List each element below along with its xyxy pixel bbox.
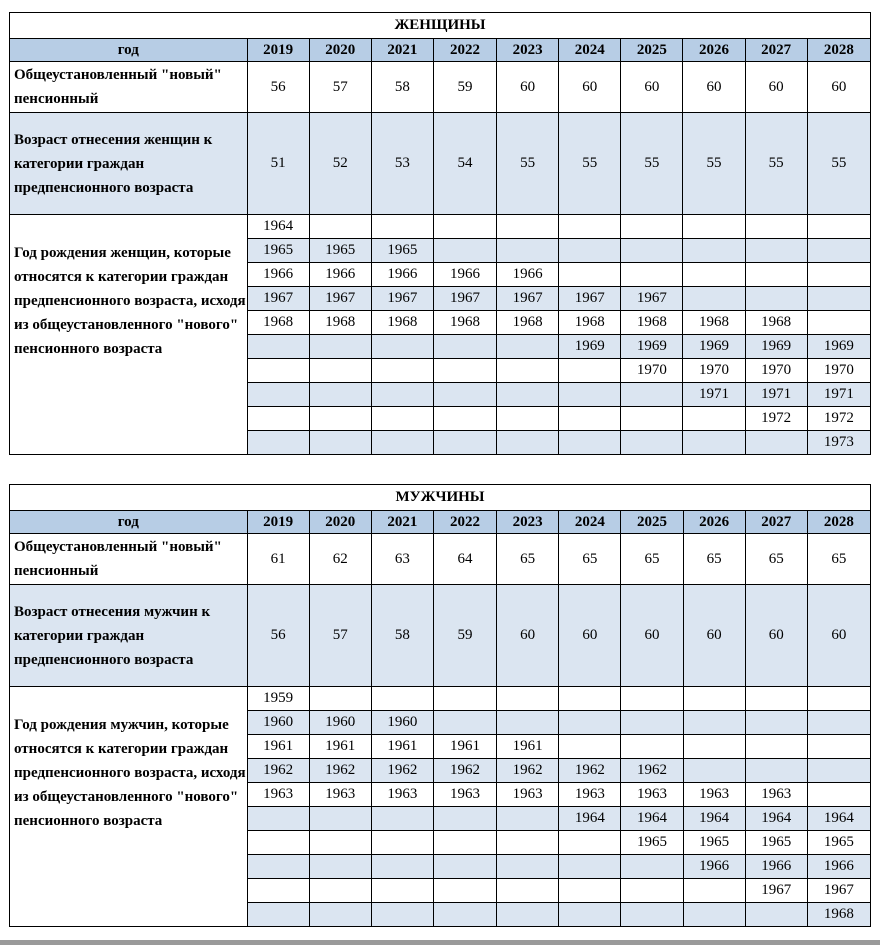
birth-year-cell: [247, 855, 309, 879]
birth-year-cell: [559, 359, 621, 383]
birth-year-cell: [807, 759, 870, 783]
prepension-age-value: 55: [497, 113, 559, 215]
birth-year-cell: 1965: [807, 831, 870, 855]
general-age-value: 65: [683, 534, 745, 585]
birth-year-cell: [497, 383, 559, 407]
year-header-cell: 2028: [807, 511, 870, 534]
general-age-value: 60: [807, 62, 870, 113]
prepension-age-value: 60: [683, 585, 745, 687]
general-age-value: 58: [371, 62, 433, 113]
birth-year-cell: [497, 335, 559, 359]
birth-year-cell: [371, 903, 433, 927]
birth-year-cell: [559, 215, 621, 239]
birth-year-cell: [745, 903, 807, 927]
birth-year-cell: 1963: [559, 783, 621, 807]
year-header-cell: 2020: [309, 39, 371, 62]
birth-year-cell: 1961: [433, 735, 496, 759]
birth-year-cell: 1965: [621, 831, 683, 855]
prepension-age-label: Возраст отнесения женщин к категории граждан предпенсионного возраста: [10, 113, 248, 215]
prepension-age-value: 60: [621, 585, 683, 687]
birth-year-cell: [559, 431, 621, 455]
general-age-value: 65: [745, 534, 807, 585]
birth-year-cell: [497, 431, 559, 455]
birth-year-cell: [559, 263, 621, 287]
birth-year-cell: 1967: [309, 287, 371, 311]
birth-year-cell: 1964: [745, 807, 807, 831]
general-age-value: 65: [559, 534, 621, 585]
birth-year-cell: [497, 903, 559, 927]
birth-year-cell: [683, 287, 745, 311]
birth-year-cell: 1967: [621, 287, 683, 311]
general-age-value: 59: [433, 62, 496, 113]
general-age-label: Общеустановленный "новый" пенсионный: [10, 62, 248, 113]
prepension-age-value: 60: [745, 585, 807, 687]
birth-year-cell: [309, 335, 371, 359]
birth-year-cell: [683, 711, 745, 735]
birth-year-cell: [497, 239, 559, 263]
birth-year-cell: 1969: [807, 335, 870, 359]
year-header-cell: 2024: [559, 511, 621, 534]
birth-year-cell: [807, 215, 870, 239]
birth-year-cell: [745, 735, 807, 759]
birth-year-cell: 1961: [247, 735, 309, 759]
birth-year-cell: [559, 407, 621, 431]
birth-year-cell: 1968: [247, 311, 309, 335]
birth-year-cell: [807, 239, 870, 263]
general-age-value: 63: [371, 534, 433, 585]
birth-year-cell: [247, 407, 309, 431]
prepension-age-value: 55: [683, 113, 745, 215]
birth-year-cell: [309, 807, 371, 831]
birth-year-cell: 1967: [807, 879, 870, 903]
birth-year-cell: [247, 903, 309, 927]
birth-year-cell: [621, 903, 683, 927]
birth-year-cell: [247, 335, 309, 359]
birth-year-cell: 1965: [683, 831, 745, 855]
birth-year-cell: [247, 807, 309, 831]
year-header-cell: 2021: [371, 39, 433, 62]
women-table: [9, 12, 871, 455]
birth-year-cell: 1962: [621, 759, 683, 783]
birth-year-cell: [621, 431, 683, 455]
birth-year-cell: 1965: [745, 831, 807, 855]
birth-year-cell: [247, 359, 309, 383]
birth-year-cell: [621, 879, 683, 903]
birth-year-cell: [309, 879, 371, 903]
birth-year-cell: 1969: [621, 335, 683, 359]
general-age-value: 60: [683, 62, 745, 113]
year-header-cell: 2026: [683, 39, 745, 62]
year-header-cell: 2023: [497, 511, 559, 534]
birth-year-cell: [371, 431, 433, 455]
year-header-label: год: [10, 39, 248, 62]
year-header-cell: 2021: [371, 511, 433, 534]
birth-year-cell: [433, 807, 496, 831]
birth-year-cell: 1963: [433, 783, 496, 807]
birth-year-cell: [497, 831, 559, 855]
birth-year-cell: [497, 215, 559, 239]
prepension-age-value: 59: [433, 585, 496, 687]
birth-year-cell: [559, 383, 621, 407]
birth-year-cell: 1962: [497, 759, 559, 783]
birth-year-cell: [621, 407, 683, 431]
year-header-cell: 2025: [621, 39, 683, 62]
birth-year-cell: [371, 407, 433, 431]
prepension-age-value: 55: [745, 113, 807, 215]
table-title: ЖЕНЩИНЫ: [10, 13, 871, 39]
birth-year-cell: 1966: [807, 855, 870, 879]
birth-year-cell: 1972: [745, 407, 807, 431]
birth-year-cell: 1963: [621, 783, 683, 807]
birth-year-cell: [807, 711, 870, 735]
birth-year-cell: [559, 239, 621, 263]
prepension-age-row: [10, 585, 871, 687]
birth-year-cell: [559, 735, 621, 759]
birth-year-cell: [807, 687, 870, 711]
birth-year-cell: 1966: [433, 263, 496, 287]
birth-year-cell: 1965: [247, 239, 309, 263]
birth-year-cell: 1961: [309, 735, 371, 759]
birth-year-cell: [433, 335, 496, 359]
prepension-age-value: 55: [621, 113, 683, 215]
birth-year-cell: [309, 407, 371, 431]
general-age-value: 64: [433, 534, 496, 585]
year-header-row: [10, 39, 871, 62]
birth-year-cell: [247, 831, 309, 855]
birth-year-cell: [371, 335, 433, 359]
birth-year-cell: [807, 263, 870, 287]
general-age-label: Общеустановленный "новый" пенсионный: [10, 534, 248, 585]
birth-year-cell: [683, 735, 745, 759]
year-header-cell: 2027: [745, 39, 807, 62]
birth-year-cell: [433, 879, 496, 903]
year-header-cell: 2020: [309, 511, 371, 534]
birth-year-cell: 1963: [371, 783, 433, 807]
general-age-value: 65: [807, 534, 870, 585]
birth-year-cell: [433, 831, 496, 855]
birth-year-cell: 1973: [807, 431, 870, 455]
birth-years-label: Год рождения мужчин, которые относятся к категории граждан предпенсионного возраста, исходя из общеустановленного "нового" пенсионного возраста: [10, 687, 248, 927]
birth-year-cell: 1962: [433, 759, 496, 783]
birth-year-cell: [247, 383, 309, 407]
general-age-value: 61: [247, 534, 309, 585]
birth-year-cell: 1968: [745, 311, 807, 335]
birth-year-cell: 1967: [371, 287, 433, 311]
birth-year-cell: [745, 759, 807, 783]
birth-year-cell: 1970: [807, 359, 870, 383]
birth-year-cell: [371, 687, 433, 711]
birth-year-cell: 1969: [683, 335, 745, 359]
birth-year-cell: 1966: [371, 263, 433, 287]
birth-year-cell: 1967: [559, 287, 621, 311]
birth-year-cell: [621, 855, 683, 879]
birth-year-cell: [497, 407, 559, 431]
birth-year-cell: [309, 831, 371, 855]
year-header-cell: 2022: [433, 39, 496, 62]
birth-year-cell: 1971: [683, 383, 745, 407]
birth-year-cell: [621, 711, 683, 735]
birth-year-cell: [309, 359, 371, 383]
birth-year-cell: [247, 879, 309, 903]
birth-year-cell: 1963: [309, 783, 371, 807]
birth-year-cell: [745, 711, 807, 735]
birth-year-cell: [807, 783, 870, 807]
birth-year-cell: 1971: [745, 383, 807, 407]
birth-year-cell: 1963: [497, 783, 559, 807]
birth-year-cell: [621, 263, 683, 287]
birth-year-cell: [309, 383, 371, 407]
prepension-age-value: 60: [807, 585, 870, 687]
general-age-value: 60: [621, 62, 683, 113]
general-age-row: [10, 534, 871, 585]
prepension-age-label: Возраст отнесения мужчин к категории граждан предпенсионного возраста: [10, 585, 248, 687]
prepension-age-value: 55: [559, 113, 621, 215]
birth-year-cell: [433, 711, 496, 735]
prepension-age-row: [10, 113, 871, 215]
birth-year-cell: [371, 215, 433, 239]
birth-year-cell: [621, 687, 683, 711]
birth-year-cell: 1966: [497, 263, 559, 287]
birth-year-cell: 1966: [683, 855, 745, 879]
birth-year-cell: 1962: [559, 759, 621, 783]
birth-year-cell: [309, 431, 371, 455]
birth-year-cell: 1969: [559, 335, 621, 359]
birth-year-cell: 1967: [247, 287, 309, 311]
birth-year-cell: [683, 903, 745, 927]
birth-year-cell: 1968: [683, 311, 745, 335]
prepension-age-value: 54: [433, 113, 496, 215]
prepension-age-value: 60: [559, 585, 621, 687]
general-age-value: 65: [497, 534, 559, 585]
birth-year-cell: [745, 239, 807, 263]
birth-year-cell: 1972: [807, 407, 870, 431]
birth-year-cell: 1968: [309, 311, 371, 335]
birth-year-cell: [683, 263, 745, 287]
prepension-age-value: 56: [247, 585, 309, 687]
birth-year-cell: 1961: [497, 735, 559, 759]
birth-year-cell: [683, 215, 745, 239]
birth-year-cell: [745, 287, 807, 311]
birth-year-cell: [745, 431, 807, 455]
birth-year-cell: 1971: [807, 383, 870, 407]
birth-year-cell: 1966: [247, 263, 309, 287]
general-age-value: 60: [497, 62, 559, 113]
birth-year-row: [10, 215, 871, 239]
birth-year-cell: [433, 359, 496, 383]
men-table-block: [9, 484, 871, 927]
birth-year-cell: 1960: [247, 711, 309, 735]
birth-year-cell: [683, 407, 745, 431]
birth-year-cell: [497, 711, 559, 735]
birth-year-cell: [247, 431, 309, 455]
general-age-value: 60: [559, 62, 621, 113]
prepension-age-value: 60: [497, 585, 559, 687]
birth-year-cell: [433, 383, 496, 407]
birth-year-cell: 1964: [559, 807, 621, 831]
birth-year-cell: [559, 711, 621, 735]
birth-year-cell: [371, 807, 433, 831]
birth-year-cell: [497, 855, 559, 879]
birth-year-cell: 1960: [309, 711, 371, 735]
birth-year-cell: [621, 735, 683, 759]
birth-year-cell: 1964: [621, 807, 683, 831]
birth-year-cell: [309, 855, 371, 879]
birth-year-cell: 1967: [433, 287, 496, 311]
year-header-cell: 2019: [247, 39, 309, 62]
birth-year-cell: [371, 383, 433, 407]
birth-year-cell: 1970: [683, 359, 745, 383]
birth-year-cell: [807, 311, 870, 335]
birth-year-cell: [371, 879, 433, 903]
year-header-cell: 2026: [683, 511, 745, 534]
birth-year-cell: 1961: [371, 735, 433, 759]
birth-year-cell: 1962: [309, 759, 371, 783]
birth-year-cell: 1968: [807, 903, 870, 927]
birth-year-cell: 1964: [807, 807, 870, 831]
prepension-age-value: 58: [371, 585, 433, 687]
birth-year-cell: [433, 431, 496, 455]
birth-year-cell: [621, 383, 683, 407]
birth-year-cell: 1959: [247, 687, 309, 711]
birth-year-cell: 1968: [621, 311, 683, 335]
birth-year-cell: [683, 879, 745, 903]
birth-year-cell: [807, 735, 870, 759]
birth-year-cell: [433, 215, 496, 239]
year-header-row: [10, 511, 871, 534]
birth-year-cell: 1964: [683, 807, 745, 831]
table-title: МУЖЧИНЫ: [10, 485, 871, 511]
prepension-age-value: 51: [247, 113, 309, 215]
birth-year-cell: [497, 687, 559, 711]
year-header-cell: 2022: [433, 511, 496, 534]
men-table: [9, 484, 871, 927]
birth-year-cell: [683, 239, 745, 263]
birth-year-cell: [309, 687, 371, 711]
birth-year-cell: [433, 903, 496, 927]
birth-year-cell: 1967: [745, 879, 807, 903]
birth-year-cell: [433, 687, 496, 711]
birth-year-cell: [559, 855, 621, 879]
birth-year-cell: 1968: [433, 311, 496, 335]
birth-year-cell: 1967: [497, 287, 559, 311]
birth-year-cell: 1963: [745, 783, 807, 807]
birth-year-cell: [309, 215, 371, 239]
bottom-divider: [0, 940, 880, 945]
birth-year-cell: [745, 215, 807, 239]
birth-year-cell: [683, 759, 745, 783]
birth-year-cell: [745, 263, 807, 287]
birth-year-cell: [433, 855, 496, 879]
birth-year-cell: [371, 855, 433, 879]
general-age-value: 60: [745, 62, 807, 113]
birth-year-cell: [309, 903, 371, 927]
birth-year-cell: [433, 407, 496, 431]
birth-year-cell: 1968: [497, 311, 559, 335]
birth-year-cell: [745, 687, 807, 711]
birth-year-cell: 1965: [371, 239, 433, 263]
general-age-row: [10, 62, 871, 113]
prepension-age-value: 55: [807, 113, 870, 215]
birth-year-cell: [371, 359, 433, 383]
general-age-value: 57: [309, 62, 371, 113]
birth-year-cell: [559, 687, 621, 711]
year-header-cell: 2019: [247, 511, 309, 534]
birth-year-cell: [559, 879, 621, 903]
birth-year-cell: 1963: [683, 783, 745, 807]
birth-year-cell: 1968: [559, 311, 621, 335]
birth-year-cell: [683, 431, 745, 455]
birth-year-cell: 1963: [247, 783, 309, 807]
general-age-value: 62: [309, 534, 371, 585]
birth-year-cell: 1966: [309, 263, 371, 287]
birth-year-cell: 1964: [247, 215, 309, 239]
birth-year-cell: [559, 903, 621, 927]
year-header-cell: 2024: [559, 39, 621, 62]
prepension-age-value: 52: [309, 113, 371, 215]
birth-year-cell: 1970: [621, 359, 683, 383]
year-header-cell: 2023: [497, 39, 559, 62]
birth-year-cell: [559, 831, 621, 855]
women-table-block: [9, 12, 871, 455]
birth-year-cell: [497, 359, 559, 383]
year-header-cell: 2028: [807, 39, 870, 62]
prepension-age-value: 57: [309, 585, 371, 687]
birth-year-cell: [371, 831, 433, 855]
general-age-value: 65: [621, 534, 683, 585]
birth-year-cell: 1970: [745, 359, 807, 383]
birth-years-label: Год рождения женщин, которые относятся к категории граждан предпенсионного возраста, исходя из общеустановленного "нового" пенсионного возраста: [10, 215, 248, 455]
birth-year-cell: [807, 287, 870, 311]
prepension-age-value: 53: [371, 113, 433, 215]
birth-year-cell: [497, 807, 559, 831]
year-header-cell: 2027: [745, 511, 807, 534]
birth-year-row: [10, 687, 871, 711]
birth-year-cell: 1962: [247, 759, 309, 783]
birth-year-cell: [433, 239, 496, 263]
birth-year-cell: 1966: [745, 855, 807, 879]
birth-year-cell: 1969: [745, 335, 807, 359]
year-header-cell: 2025: [621, 511, 683, 534]
birth-year-cell: [621, 215, 683, 239]
birth-year-cell: 1968: [371, 311, 433, 335]
birth-year-cell: 1965: [309, 239, 371, 263]
general-age-value: 56: [247, 62, 309, 113]
birth-year-cell: [621, 239, 683, 263]
birth-year-cell: 1962: [371, 759, 433, 783]
birth-year-cell: 1960: [371, 711, 433, 735]
year-header-label: год: [10, 511, 248, 534]
birth-year-cell: [683, 687, 745, 711]
birth-year-cell: [497, 879, 559, 903]
